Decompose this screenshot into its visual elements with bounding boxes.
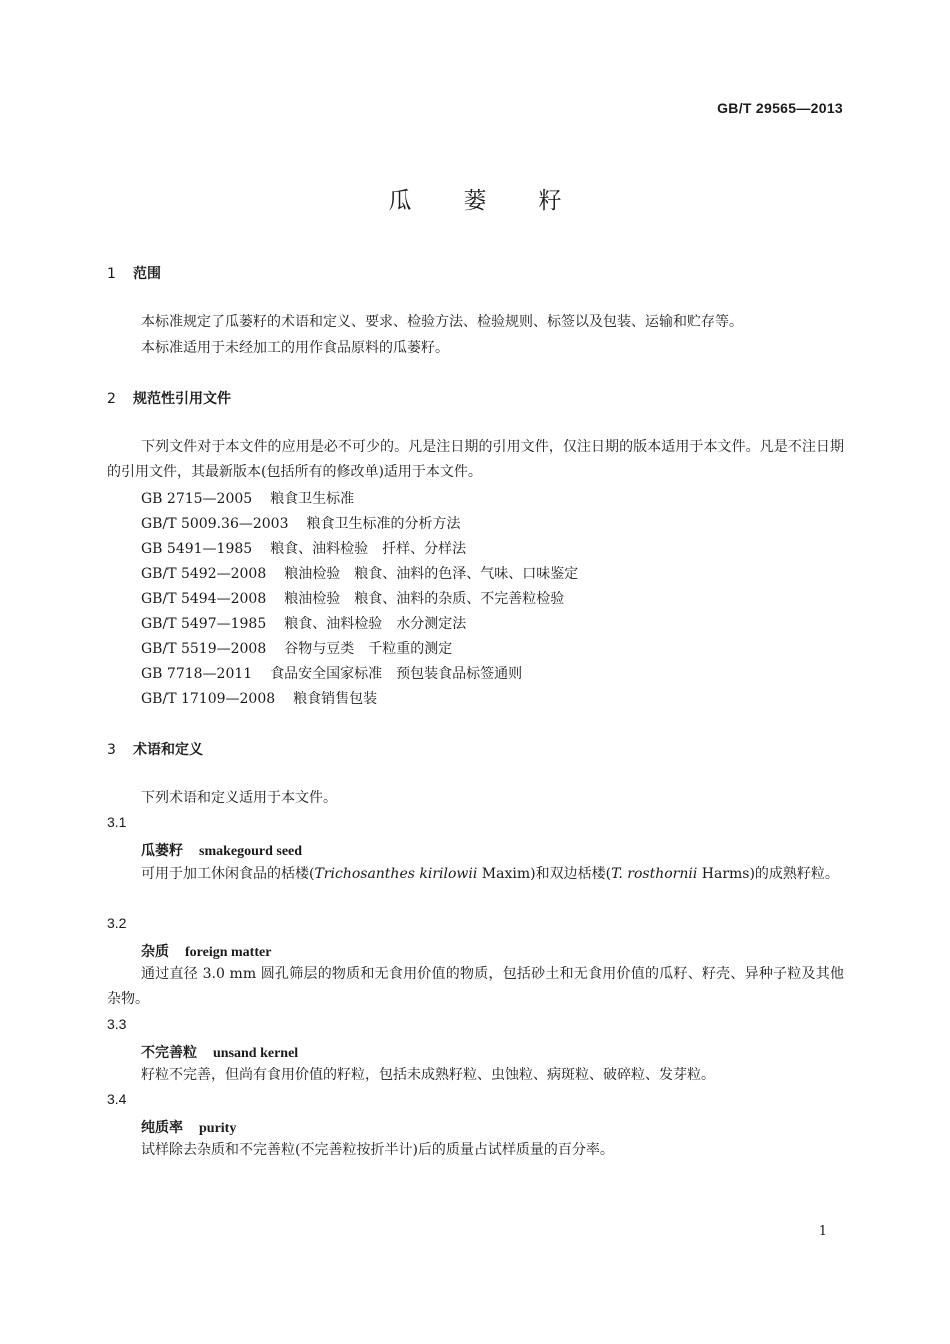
term-heading (141, 840, 302, 860)
terms-intro: 下列术语和定义适用于本文件。 (141, 790, 337, 806)
definition-text: Harms)的成熟籽粒。 (697, 866, 839, 882)
section-title: 范围 (133, 266, 161, 282)
reference-item (141, 613, 466, 633)
reference-code: GB 7718—2011 (141, 666, 253, 682)
term-number: 3.4 (107, 1091, 127, 1107)
section-number: 2 (107, 391, 116, 407)
reference-code: GB/T 5492—2008 (141, 566, 267, 582)
reference-code: GB/T 17109—2008 (141, 691, 276, 707)
reference-item (141, 488, 354, 508)
term-heading (141, 1042, 298, 1062)
term-heading (141, 1117, 236, 1137)
term-number: 3.3 (107, 1016, 127, 1032)
reference-title: 粮食卫生标准 (270, 491, 355, 507)
term-en: unsand kernel (213, 1046, 299, 1061)
term-zh: 纯质率 (141, 1120, 183, 1136)
term-number: 3.1 (107, 814, 127, 830)
reference-code: GB/T 5497—1985 (141, 616, 267, 632)
term-number: 3.2 (107, 915, 127, 931)
reference-code: GB/T 5494—2008 (141, 591, 267, 607)
term-heading (141, 941, 271, 961)
term-en: foreign matter (185, 945, 272, 960)
term-en: smakegourd seed (199, 844, 303, 859)
definition-text: Maxim)和双边栝楼( (477, 866, 612, 882)
references-intro: 下列文件对于本文件的应用是必不可少的。凡是注日期的引用文件，仅注日期的版本适用于本文件。凡是不注日期的引用文件，其最新版本(包括所有的修改单)适用于本文件。 (107, 439, 844, 480)
reference-code: GB 5491—1985 (141, 541, 253, 557)
reference-item (141, 588, 564, 608)
term-en: purity (199, 1121, 237, 1136)
term-zh: 不完善粒 (141, 1045, 197, 1061)
reference-code: GB/T 5519—2008 (141, 641, 267, 657)
scientific-name: T. rosthornii (611, 866, 698, 882)
standard-number: GB/T 29565—2013 (717, 100, 843, 116)
section-2-heading (107, 388, 231, 408)
term-definition (107, 862, 844, 887)
term-definition: 通过直径 3.0 mm 圆孔筛层的物质和无食用价值的物质，包括砂土和无食用价值的瓜籽、籽壳、异种子粒及其他杂物。 (107, 966, 844, 1007)
reference-title: 谷物与豆类 千粒重的测定 (284, 641, 453, 657)
reference-item (141, 663, 522, 683)
reference-title: 粮食卫生标准的分析方法 (306, 516, 461, 532)
term-zh: 杂质 (141, 944, 169, 960)
term-definition: 试样除去杂质和不完善粒(不完善粒按折半计)后的质量占试样质量的百分率。 (141, 1142, 614, 1158)
reference-title: 食品安全国家标准 预包装食品标签通则 (270, 666, 523, 682)
reference-title: 粮油检验 粮食、油料的色泽、气味、口味鉴定 (284, 566, 579, 582)
reference-title: 粮食、油料检验 水分测定法 (284, 616, 467, 632)
section-number: 1 (107, 266, 116, 282)
reference-code: GB 2715—2005 (141, 491, 253, 507)
page-number: 1 (818, 1224, 827, 1239)
section-title: 规范性引用文件 (133, 391, 231, 407)
reference-title: 粮油检验 粮食、油料的杂质、不完善粒检验 (284, 591, 565, 607)
section-title: 术语和定义 (133, 742, 203, 758)
reference-item (141, 688, 377, 708)
section-1-heading (107, 263, 161, 283)
term-definition: 籽粒不完善，但尚有食用价值的籽粒，包括未成熟籽粒、虫蚀粒、病斑粒、破碎粒、发芽粒。 (141, 1067, 715, 1083)
reference-code: GB/T 5009.36—2003 (141, 516, 289, 532)
scope-paragraph-1: 本标准规定了瓜蒌籽的术语和定义、要求、检验方法、检验规则、标签以及包装、运输和贮存等。 (141, 314, 743, 330)
reference-title: 粮食、油料检验 扦样、分样法 (270, 541, 467, 557)
document-title: 瓜蒌籽 (388, 188, 614, 214)
section-number: 3 (107, 742, 116, 758)
reference-item (141, 538, 466, 558)
scientific-name: Trichosanthes kirilowii (314, 866, 478, 882)
term-zh: 瓜蒌籽 (141, 843, 183, 859)
reference-item (141, 563, 578, 583)
section-3-heading (107, 739, 203, 759)
reference-item (141, 513, 461, 533)
definition-text: 可用于加工休闲食品的栝楼( (141, 866, 315, 882)
reference-title: 粮食销售包装 (293, 691, 378, 707)
scope-paragraph-2: 本标准适用于未经加工的用作食品原料的瓜蒌籽。 (141, 340, 449, 356)
reference-item (141, 638, 452, 658)
